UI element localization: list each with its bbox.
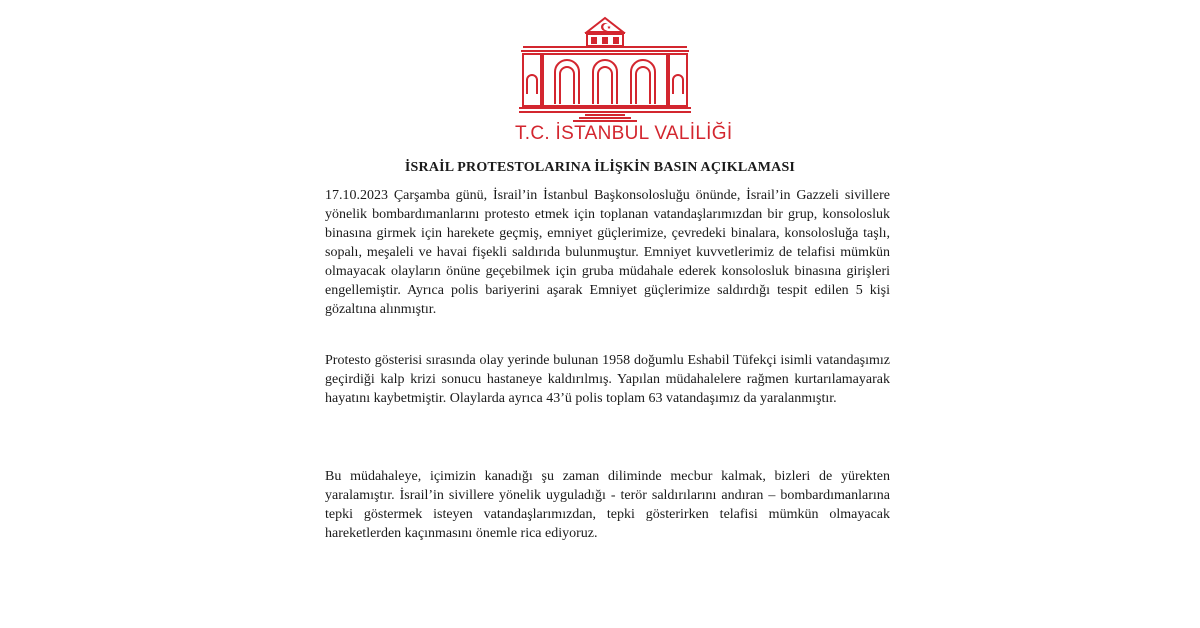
istanbul-governorship-building-icon xyxy=(515,14,695,122)
governorship-logo xyxy=(515,14,733,146)
paragraph-3: Bu müdahaleye, içimizin kanadığı şu zaman diliminde mecbur kalmak, bizleri de yürekten yaralamıştır. İsrail’in sivillere yönelik uyguladığı - terör saldırılarını andıran – bombardımanlarına tepki göstermek isteyen vatandaşlarımızdan, tepki gösterirken telafisi mümkün olmayacak hareketlerden kaçınmasını önemle rica ediyoruz. xyxy=(325,469,890,541)
paragraph-1: 17.10.2023 Çarşamba günü, İsrail’in İstanbul Başkonsolosluğu önünde, İsrail’in Gazzeli sivillere yönelik bombardımanlarını protesto etmek için toplanan vatandaşlarımızdan bir grup, konsolosluk binasına girmek için harekete geçmiş, emniyet güçlerimize, çevredeki binalara, konsolosluğa taşlı, sopalı, meşaleli ve havai fişekli saldırıda bulunmuştur. Emniyet kuvvetlerimiz de telafisi mümkün olmayacak olayların önüne geçebilmek için gruba müdahale ederek konsolosluk binasına girişleri engellemiştir. Ayrıca polis bariyerini aşarak Emniyet güçlerimize saldırdığı tespit edilen 5 kişi gözaltına alınmıştır. xyxy=(325,188,890,317)
logo-text: T.C. İSTANBUL VALİLİĞİ xyxy=(515,123,733,144)
document-title: İSRAİL PROTESTOLARINA İLİŞKİN BASIN AÇIKLAMASI xyxy=(404,160,796,175)
paragraph-2: Protesto gösterisi sırasında olay yerinde bulunan 1958 doğumlu Eshabil Tüfekçi isimli vatandaşımız geçirdiği kalp krizi sonucu hastaneye kaldırılmış. Yapılan müdahalelere rağmen kurtarılamayarak hayatını kaybetmiştir. Olaylarda ayrıca 43’ü polis toplam 63 vatandaşımız da yaralanmıştır. xyxy=(325,353,890,406)
